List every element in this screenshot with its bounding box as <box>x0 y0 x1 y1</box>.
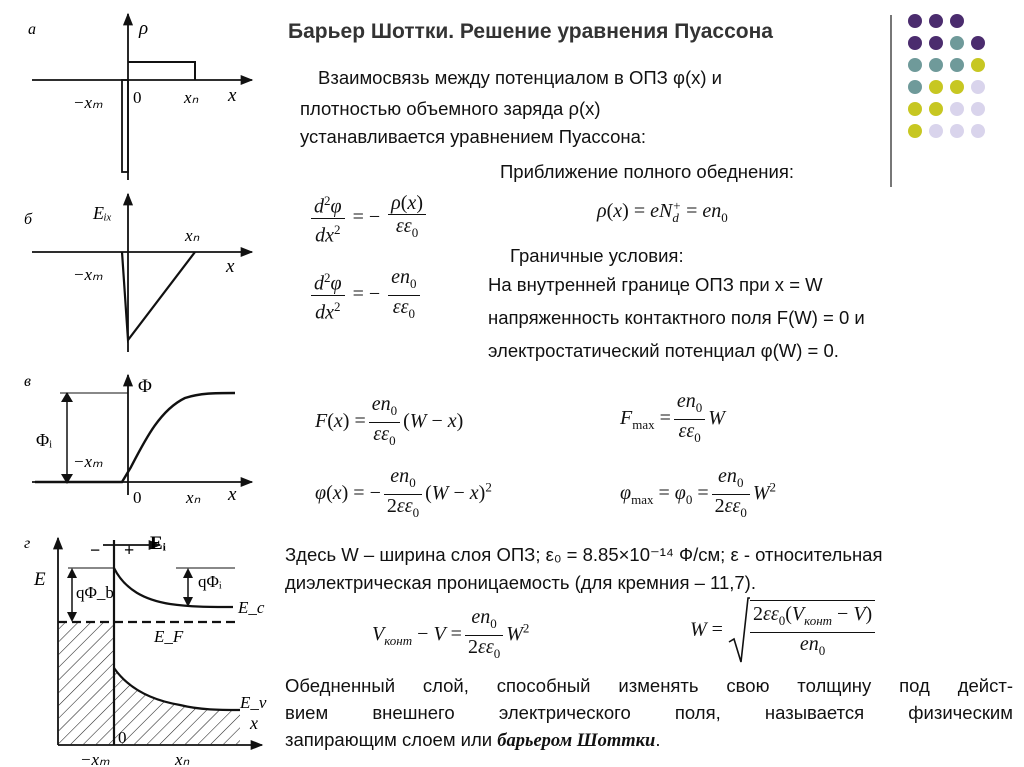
panel-b-xlabel: x <box>226 256 235 277</box>
decorative-dot <box>950 102 964 116</box>
panel-b-ylabel: Eᵢₓ <box>93 203 112 223</box>
boundary-heading: Граничные условия: <box>510 245 684 266</box>
conclusion-period: . <box>655 729 661 750</box>
decorative-dot <box>950 80 964 94</box>
definition-line-2: диэлектрическая проницаемость (для кремния – 11,7). <box>285 572 756 593</box>
field-formula: F(x) = $\frac{en_0}{\varepsilon\varepsilon_0}$ (W − x) <box>315 393 464 448</box>
decorative-dot <box>971 102 985 116</box>
fmax-formula: $F_{max}$ = $\frac{en_0}{\varepsilon\varepsilon_0}$ W <box>620 390 725 445</box>
decorative-dot <box>929 58 943 72</box>
decorative-dot <box>950 58 964 72</box>
intro-line-3: устанавливается уравнением Пуассона: <box>300 126 647 147</box>
sqrt-sign <box>728 596 750 666</box>
conclusion-line-3-start: запирающим слоем или <box>285 729 498 750</box>
panel-d-label: г <box>24 535 31 552</box>
decorative-dot <box>950 124 964 138</box>
panel-b-xn: xₙ <box>185 226 200 245</box>
panel-c-phi-i: Φᵢ <box>36 430 53 450</box>
panel-b-field <box>24 194 252 352</box>
panel-c-label: в <box>24 373 31 390</box>
potential-formula: φ(x) = − $\frac{en_0}{2\varepsilon\varepsilon_0}$ $(W - x)^2$ <box>315 465 492 520</box>
panel-d-zero: 0 <box>118 728 127 747</box>
decorative-dot <box>908 36 922 50</box>
decorative-dot <box>929 14 943 28</box>
panel-c-potential <box>24 373 252 507</box>
decorative-dot <box>950 14 964 28</box>
plots-column <box>0 0 280 767</box>
contact-voltage-formula: $V_{конт} - V$ = $\frac{en_0}{2\varepsilon\varepsilon_0}$ $W^2$ <box>372 606 530 661</box>
decorative-dot <box>929 36 943 50</box>
panel-a-xlabel: x <box>228 85 237 106</box>
decorative-dot <box>908 124 922 138</box>
decorative-dot <box>908 102 922 116</box>
panel-a-ylabel: ρ <box>139 18 149 39</box>
decorative-dot <box>950 36 964 50</box>
panel-d-minus: − <box>90 540 101 560</box>
decorative-dot <box>929 80 943 94</box>
panel-d-qphii: qΦᵢ <box>198 572 222 591</box>
panel-d-Ec: E_c <box>238 598 265 617</box>
poisson-equation-depletion: $\frac{d^2\varphi}{dx^2}$ = − $\frac{en_0}{\varepsilon\varepsilon_0}$ <box>308 266 423 325</box>
decorative-dot <box>908 58 922 72</box>
panel-c-xn: xₙ <box>186 488 201 507</box>
panel-b-label: б <box>24 211 33 228</box>
decorative-dot-grid <box>908 14 988 164</box>
poisson-equation: $\frac{d^2\varphi}{dx^2}$ = − $\frac{\rho(x)}{\varepsilon\varepsilon_0}$ <box>308 190 429 246</box>
panel-c-xm: −xₘ <box>73 452 103 471</box>
boundary-line-1: На внутренней границе ОПЗ при x = W <box>488 274 823 295</box>
panel-c-ylabel: Φ <box>138 376 152 397</box>
panel-c-xlabel: x <box>228 484 237 505</box>
panel-d-qphib: qΦ_b <box>76 583 114 602</box>
decorative-dot <box>971 58 985 72</box>
decorative-dot <box>929 124 943 138</box>
intro-line-1: Взаимосвязь между потенциалом в ОПЗ φ(x) и <box>318 67 723 88</box>
slide-title: Барьер Шоттки. Решение уравнения Пуассона <box>288 20 773 43</box>
definition-line-1: Здесь W – ширина слоя ОПЗ; ε₀ = 8.85×10⁻¹⁴ Ф/см; ε - относительная <box>285 544 883 565</box>
panel-c-potential-curve <box>35 393 235 482</box>
depletion-width-formula: W = $2\varepsilon\varepsilon_0(V_{конт} - V)$ $en_0$ <box>690 596 878 666</box>
conclusion-line-3 <box>285 728 660 753</box>
schottky-barrier-term: барьером Шоттки <box>497 731 656 751</box>
panel-a-xn: xₙ <box>184 88 199 107</box>
panel-a-xm: −xₘ <box>73 93 103 112</box>
panel-b-xm: −xₘ <box>73 265 103 284</box>
charge-density-formula: ρ(x) = eN+ $d = en_0$ <box>597 198 728 226</box>
phimax-formula: $\varphi_{max} = \varphi_0$ = $\frac{en_0}{2\varepsilon\varepsilon_0}$ $W^2$ <box>620 465 777 520</box>
panel-d-xlabel: x <box>250 713 258 733</box>
panel-a-label: а <box>28 21 36 38</box>
panel-d-plus: + <box>124 540 135 560</box>
intro-line-2: плотностью объемного заряда ρ(x) <box>300 98 601 119</box>
panel-d-hatched-fill <box>58 622 240 745</box>
panel-d-band-diagram <box>24 533 267 767</box>
conclusion-line-1: Обедненный слой, способный изменять свою толщину под дейст- <box>285 675 1013 696</box>
panel-d-xm: −xₘ <box>80 750 110 767</box>
title-divider <box>890 15 892 187</box>
panel-c-zero: 0 <box>133 488 142 507</box>
panel-d-Ev: E_v <box>240 693 267 712</box>
conclusion-line-2: вием внешнего электрического поля, называется физическим <box>285 702 1013 723</box>
decorative-dot <box>971 80 985 94</box>
decorative-dot <box>908 80 922 94</box>
decorative-dot <box>929 102 943 116</box>
panel-a-charge-density <box>28 14 252 180</box>
panel-d-xn: xₙ <box>175 750 190 767</box>
approximation-label: Приближение полного обеднения: <box>500 161 794 182</box>
decorative-dot <box>971 124 985 138</box>
panel-d-Ei: Eᵢ <box>150 533 167 554</box>
panel-b-field-curve <box>122 252 195 340</box>
panel-d-E: E <box>34 569 46 590</box>
decorative-dot <box>971 36 985 50</box>
panel-a-positive-charge <box>128 62 195 80</box>
panel-a-zero: 0 <box>133 88 142 107</box>
panel-d-EF: E_F <box>154 627 184 646</box>
boundary-line-3: электростатический потенциал φ(W) = 0. <box>488 340 839 361</box>
boundary-line-2: напряженность контактного поля F(W) = 0 и <box>488 307 865 328</box>
decorative-dot <box>908 14 922 28</box>
